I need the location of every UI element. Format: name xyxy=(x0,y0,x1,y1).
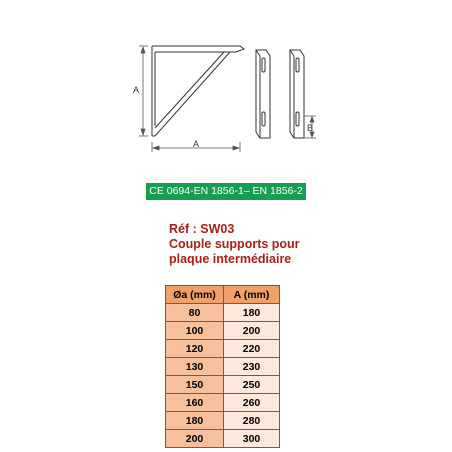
cell-a: 260 xyxy=(224,394,280,412)
cell-diameter: 120 xyxy=(166,340,224,358)
certification-banner: CE 0694-EN 1856-1– EN 1856-2 xyxy=(146,183,306,200)
table-row xyxy=(166,412,280,430)
dimensions-table xyxy=(165,285,280,448)
cell-diameter: 130 xyxy=(166,358,224,376)
dimension-a-horizontal-label: A xyxy=(193,139,200,149)
cell-diameter: 160 xyxy=(166,394,224,412)
header-diameter: Øa (mm) xyxy=(166,286,224,304)
bracket-side-view xyxy=(152,46,244,136)
cell-diameter: 80 xyxy=(166,304,224,322)
dimension-a-vertical-label: A xyxy=(133,85,140,95)
cell-diameter: 180 xyxy=(166,412,224,430)
cell-a: 180 xyxy=(224,304,280,322)
cell-a: 220 xyxy=(224,340,280,358)
table-header-row xyxy=(166,286,280,304)
table-row xyxy=(166,394,280,412)
bracket-front-view xyxy=(256,50,270,138)
cell-diameter: 150 xyxy=(166,376,224,394)
table-row xyxy=(166,376,280,394)
table-row xyxy=(166,304,280,322)
table-row xyxy=(166,358,280,376)
bracket-rear-view xyxy=(290,50,304,138)
header-a: A (mm) xyxy=(224,286,280,304)
description-line-2: plaque intermédiaire xyxy=(169,252,292,266)
table-row xyxy=(166,430,280,448)
cell-a: 280 xyxy=(224,412,280,430)
cell-diameter: 200 xyxy=(166,430,224,448)
product-reference xyxy=(169,222,369,267)
cell-a: 200 xyxy=(224,322,280,340)
bracket-technical-drawing xyxy=(0,0,452,180)
dimension-a-vertical xyxy=(139,46,148,136)
table-row xyxy=(166,322,280,340)
table-row xyxy=(166,340,280,358)
cell-a: 230 xyxy=(224,358,280,376)
reference-code: Réf : SW03 xyxy=(169,222,235,236)
dimension-b-label: B xyxy=(307,123,314,133)
cell-a: 250 xyxy=(224,376,280,394)
description-line-1: Couple supports pour xyxy=(169,237,300,251)
cell-a: 300 xyxy=(224,430,280,448)
cell-diameter: 100 xyxy=(166,322,224,340)
